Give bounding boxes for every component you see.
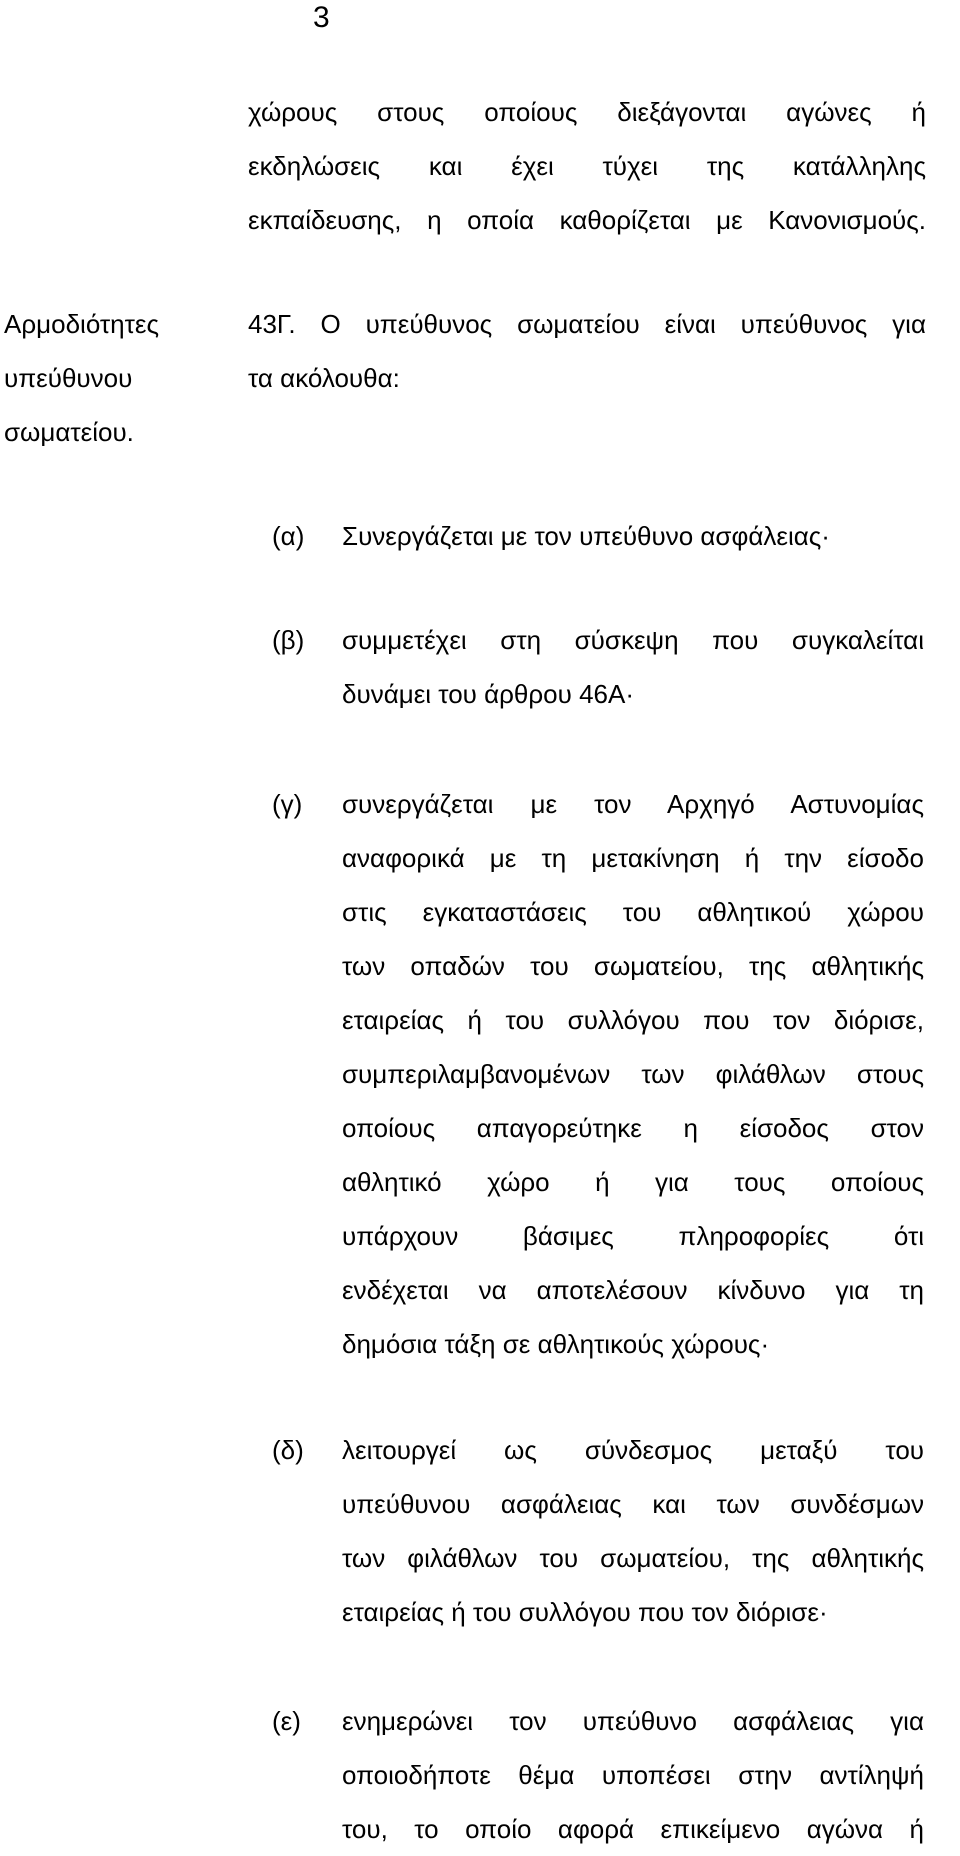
item-text-b [342, 613, 924, 721]
item-text-c [342, 777, 924, 1371]
margin-note [4, 297, 204, 459]
item-line: Συνεργάζεται με τον υπεύθυνο ασφάλειας· [342, 521, 830, 551]
item-line: εταιρείας ή του συλλόγου που τον διόρισε· [342, 1597, 828, 1627]
item-line: των φιλάθλων του σωματείου, της αθλητικής [342, 1543, 924, 1573]
article-line: τα ακόλουθα: [248, 363, 400, 393]
item-line: υπάρχουν βάσιμες πληροφορίες ότι [342, 1221, 924, 1251]
item-line: ενημερώνει τον υπεύθυνο ασφάλειας για [342, 1706, 924, 1736]
item-line: υπεύθυνου ασφάλειας και των συνδέσμων [342, 1489, 924, 1519]
item-line: δημόσια τάξη σε αθλητικούς χώρους· [342, 1329, 770, 1359]
item-label-b: (β) [272, 625, 305, 655]
margin-note-line: υπεύθυνου [4, 363, 133, 393]
item-label-a: (α) [272, 521, 305, 551]
item-line: οποιοδήποτε θέμα υποπέσει στην αντίληψή [342, 1760, 924, 1790]
item-line: δυνάμει του άρθρου 46Α· [342, 679, 634, 709]
article-paragraph [248, 297, 926, 405]
item-label-c: (γ) [272, 789, 303, 819]
item-text-e [342, 1694, 924, 1856]
item-line: ενδέχεται να αποτελέσουν κίνδυνο για τη [342, 1275, 924, 1305]
item-line: συμπεριλαμβανομένων των φιλάθλων στους [342, 1059, 924, 1089]
item-label-d: (δ) [272, 1435, 304, 1465]
intro-line: εκπαίδευσης, η οποία καθορίζεται με Κανονισμούς. [248, 205, 926, 235]
item-line: των οπαδών του σωματείου, της αθλητικής [342, 951, 924, 981]
item-line: στις εγκαταστάσεις του αθλητικού χώρου [342, 897, 924, 927]
page-number: 3 [313, 1, 330, 34]
item-label-e: (ε) [272, 1706, 301, 1736]
article-line: 43Γ. Ο υπεύθυνος σωματείου είναι υπεύθυνος για [248, 309, 926, 339]
margin-note-line: σωματείου. [4, 417, 134, 447]
item-line: συνεργάζεται με τον Αρχηγό Αστυνομίας [342, 789, 924, 819]
item-text-d [342, 1423, 924, 1639]
item-line: αναφορικά με τη μετακίνηση ή την είσοδο [342, 843, 924, 873]
item-line: οποίους απαγορεύτηκε η είσοδος στον [342, 1113, 924, 1143]
item-line: αθλητικό χώρο ή για τους οποίους [342, 1167, 924, 1197]
item-line: λειτουργεί ως σύνδεσμος μεταξύ του [342, 1435, 924, 1465]
intro-line: εκδηλώσεις και έχει τύχει της κατάλληλης [248, 151, 926, 181]
item-line: συμμετέχει στη σύσκεψη που συγκαλείται [342, 625, 924, 655]
intro-paragraph [248, 85, 926, 247]
margin-note-line: Αρμοδιότητες [4, 309, 160, 339]
intro-line: χώρους στους οποίους διεξάγονται αγώνες ή [248, 97, 926, 127]
item-line: εταιρείας ή του συλλόγου που τον διόρισε, [342, 1005, 924, 1035]
item-line: του, το οποίο αφορά επικείμενο αγώνα ή [342, 1814, 924, 1844]
item-text-a [342, 509, 924, 563]
